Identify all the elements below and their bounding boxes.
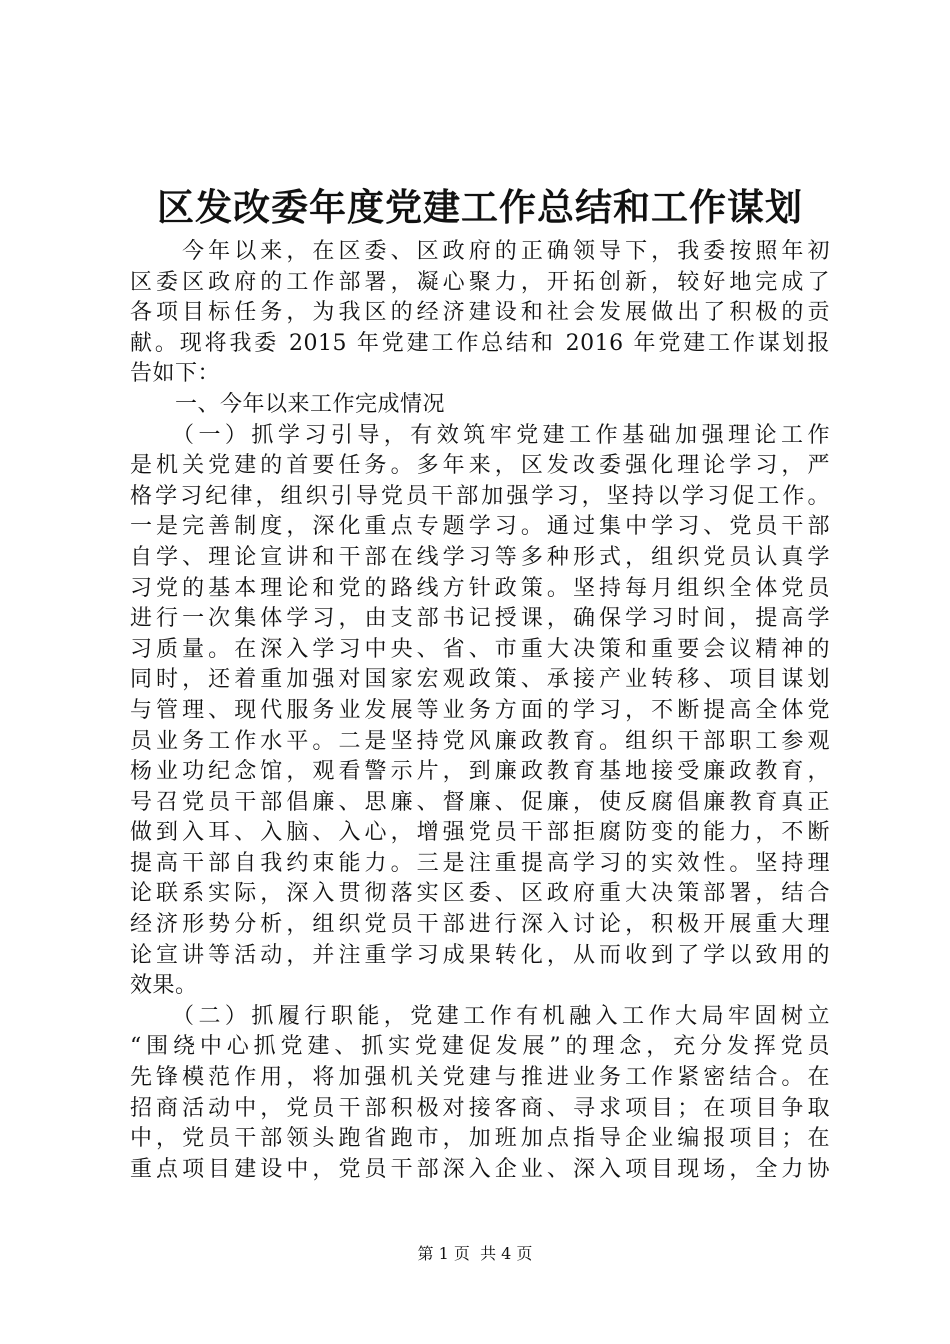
text-line: 中，党员干部领头跑省跑市，加班加点指导企业编报项目；在 [130,1126,830,1152]
text-line: 区委区政府的工作部署，凝心聚力，开拓创新，较好地完成了 [130,269,830,295]
text-line: 进行一次集体学习，由支部书记授课，确保学习时间，提高学 [130,606,830,632]
text-line: 是机关党建的首要任务。多年来，区发改委强化理论学习，严 [130,453,830,479]
text-line: 经济形势分析，组织党员干部进行深入讨论，积极开展重大理 [130,912,830,938]
text-line: 习党的基本理论和党的路线方针政策。坚持每月组织全体党员 [130,575,830,601]
text-line: 献。现将我委 2015 年党建工作总结和 2016 年党建工作谋划报 [130,330,830,356]
text-line: （一）抓学习引导，有效筑牢党建工作基础加强理论工作 [130,422,830,448]
text-line: 论宣讲等活动，并注重学习成果转化，从而收到了学以致用的 [130,942,830,968]
text-line: 重点项目建设中，党员干部深入企业、深入项目现场，全力协 [130,1156,830,1182]
text-line: 今年以来，在区委、区政府的正确领导下，我委按照年初 [130,239,830,264]
text-line: 自学、理论宣讲和干部在线学习等多种形式，组织党员认真学 [130,544,830,570]
text-line: 做到入耳、入脑、入心，增强党员干部拒腐防变的能力，不断 [130,820,830,846]
text-line: 员业务工作水平。二是坚持党风廉政教育。组织干部职工参观 [130,728,830,754]
text-line: 一是完善制度，深化重点专题学习。通过集中学习、党员干部 [130,514,830,540]
text-line: 同时，还着重加强对国家宏观政策、承接产业转移、项目谋划 [130,667,830,693]
text-line: 习质量。在深入学习中央、省、市重大决策和重要会议精神的 [130,636,830,662]
text-line: 与管理、现代服务业发展等业务方面的学习，不断提高全体党 [130,697,830,723]
text-line: 效果。 [130,973,198,999]
text-line: 论联系实际，深入贯彻落实区委、区政府重大决策部署，结合 [130,881,830,907]
page-title: 区发改委年度党建工作总结和工作谋划 [157,185,803,229]
text-line: 招商活动中，党员干部积极对接客商、寻求项目；在项目争取 [130,1095,830,1121]
text-line: 提高干部自我约束能力。三是注重提高学习的实效性。坚持理 [130,850,830,876]
text-line: 各项目标任务，为我区的经济建设和社会发展做出了积极的贡 [130,300,830,326]
text-line: 先锋模范作用，将加强机关党建与推进业务工作紧密结合。在 [130,1065,830,1091]
text-line: 杨业功纪念馆，观看警示片，到廉政教育基地接受廉政教育， [130,759,830,785]
text-line: 告如下： [130,361,221,387]
document-body [130,237,830,1185]
text-line: 号召党员干部倡廉、思廉、督廉、促廉，使反腐倡廉教育真正 [130,789,830,815]
text-line: “围绕中心抓党建、抓实党建促发展”的理念，充分发挥党员 [130,1034,830,1060]
text-line: 一、今年以来工作完成情况 [130,391,446,417]
text-line: 格学习纪律，组织引导党员干部加强学习，坚持以学习促工作。 [130,483,830,509]
page-footer: 第 1 页 共 4 页 [417,1244,533,1263]
text-line: （二）抓履行职能，党建工作有机融入工作大局牢固树立 [130,1003,830,1029]
